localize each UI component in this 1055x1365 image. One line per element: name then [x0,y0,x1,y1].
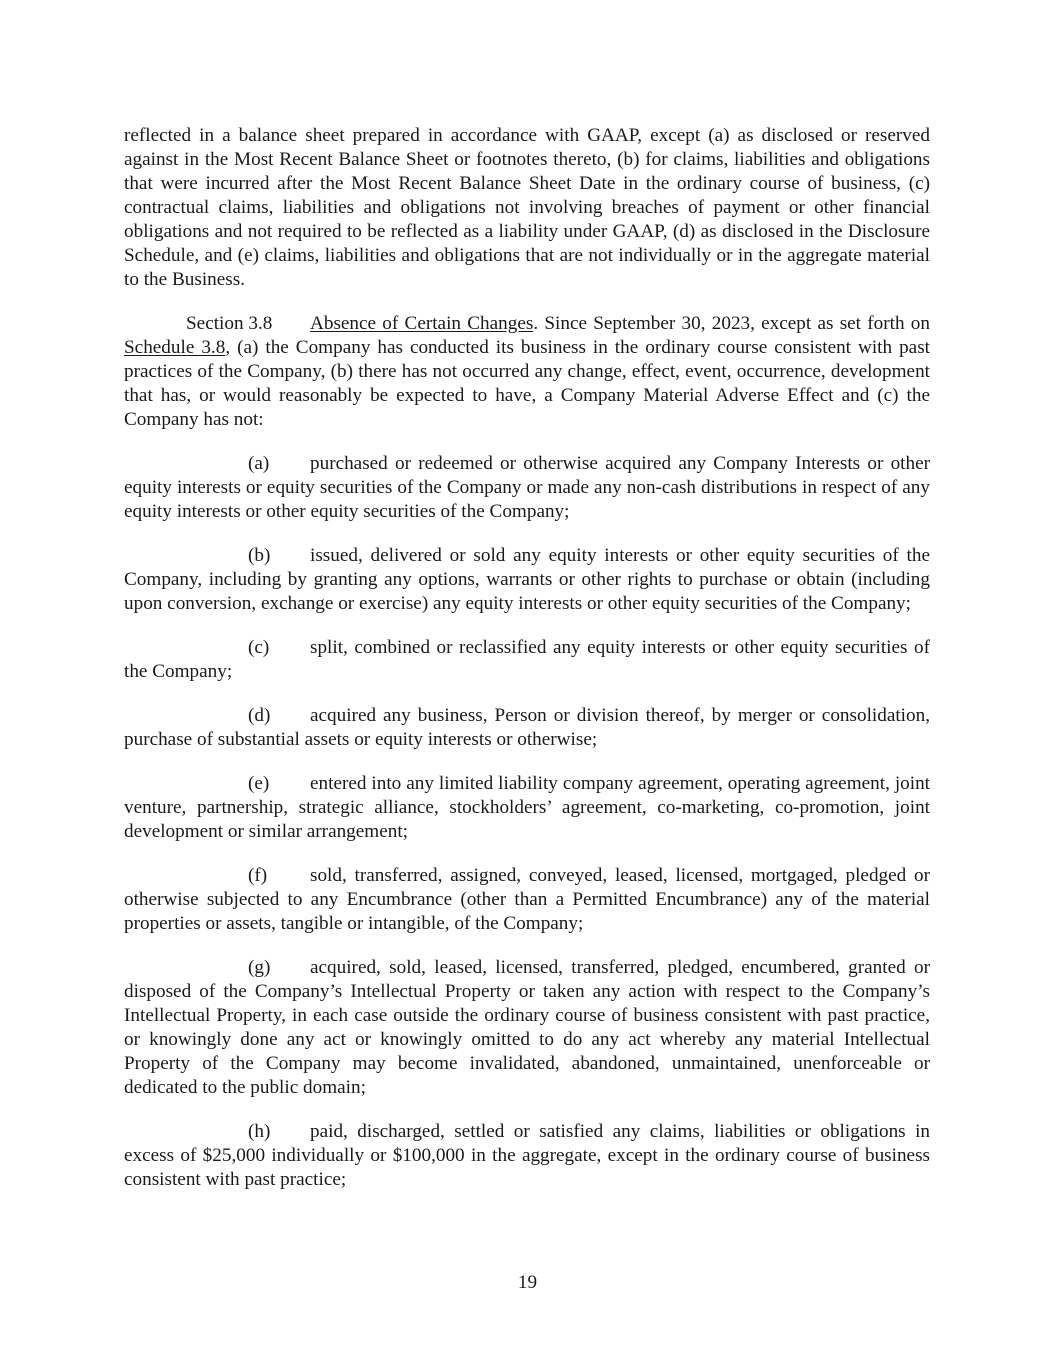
section-title: Absence of Certain Changes [310,313,534,334]
list-item-f [124,864,930,936]
section-text-2: , (a) the Company has conducted its business in the ordinary course consistent with past practices of the Company, (b) there has not occurred any change, effect, event, occurrence, development that has, or would reasonably be expected to have, a Company Material Adverse Effect and (c) the Company has not: [124,337,931,430]
item-label: (a) [248,453,270,474]
section-number: Section 3.8 [186,313,273,334]
list-item-h [124,1120,930,1192]
schedule-reference: Schedule 3.8 [124,337,226,358]
list-item-g [124,956,930,1100]
list-item-a [124,452,930,524]
item-text: acquired, sold, leased, licensed, transferred, pledged, encumbered, granted or disposed of the Company’s Intellectual Property or taken any action with respect to the Company’s Intellectual Property, in each case outside the ordinary course of business consistent with past practice, or knowingly done any act or knowingly omitted to do any act whereby any material Intellectual Property of the Company may become invalidated, abandoned, unmaintained, unenforceable or dedicated to the public domain; [124,957,930,1098]
list-item-b [124,544,930,616]
item-label: (e) [248,773,270,794]
list-item-c [124,636,930,684]
item-text: entered into any limited liability company agreement, operating agreement, joint venture, partnership, strategic alliance, stockholders’ agreement, co-marketing, co-promotion, joint development or similar arrangement; [124,773,930,842]
page-number: 19 [517,1272,538,1293]
list-item-e [124,772,930,844]
item-label: (d) [248,705,271,726]
item-label: (f) [248,865,268,886]
item-text: acquired any business, Person or division thereof, by merger or consolidation, purchase of substantial assets or equity interests or otherwise; [124,705,930,750]
section-text-1: . Since September 30, 2023, except as set forth on [533,313,930,334]
document-page [124,124,930,1212]
list-item-d [124,704,930,752]
item-text: paid, discharged, settled or satisfied any claims, liabilities or obligations in excess of $25,000 individually or $100,000 in the aggregate, except in the ordinary course of business consistent with past practice; [124,1121,930,1190]
item-label: (g) [248,957,271,978]
item-text: purchased or redeemed or otherwise acquired any Company Interests or other equity interests or equity securities of the Company or made any non-cash distributions in respect of any equity interests or other equity securities of the Company; [124,453,930,522]
item-text: split, combined or reclassified any equity interests or other equity securities of the Company; [124,637,930,682]
section-3-8-paragraph [124,312,930,432]
item-text: issued, delivered or sold any equity interests or other equity securities of the Company, including by granting any options, warrants or other rights to purchase or obtain (including upon conversion, exchange or exercise) any equity interests or other equity securities of the Company; [124,545,930,614]
item-label: (c) [248,637,270,658]
item-label: (b) [248,545,271,566]
intro-paragraph: reflected in a balance sheet prepared in accordance with GAAP, except (a) as disclosed or reserved against in the Most Recent Balance Sheet or footnotes thereto, (b) for claims, liabilities and obligations that were incurred after the Most Recent Balance Sheet Date in the ordinary course of business, (c) contractual claims, liabilities and obligations not involving breaches of payment or other financial obligations and not required to be reflected as a liability under GAAP, (d) as disclosed in the Disclosure Schedule, and (e) claims, liabilities and obligations that are not individually or in the aggregate material to the Business. [124,125,930,290]
item-text: sold, transferred, assigned, conveyed, leased, licensed, mortgaged, pledged or otherwise subjected to any Encumbrance (other than a Permitted Encumbrance) any of the material properties or assets, tangible or intangible, of the Company; [124,865,930,934]
item-label: (h) [248,1121,271,1142]
